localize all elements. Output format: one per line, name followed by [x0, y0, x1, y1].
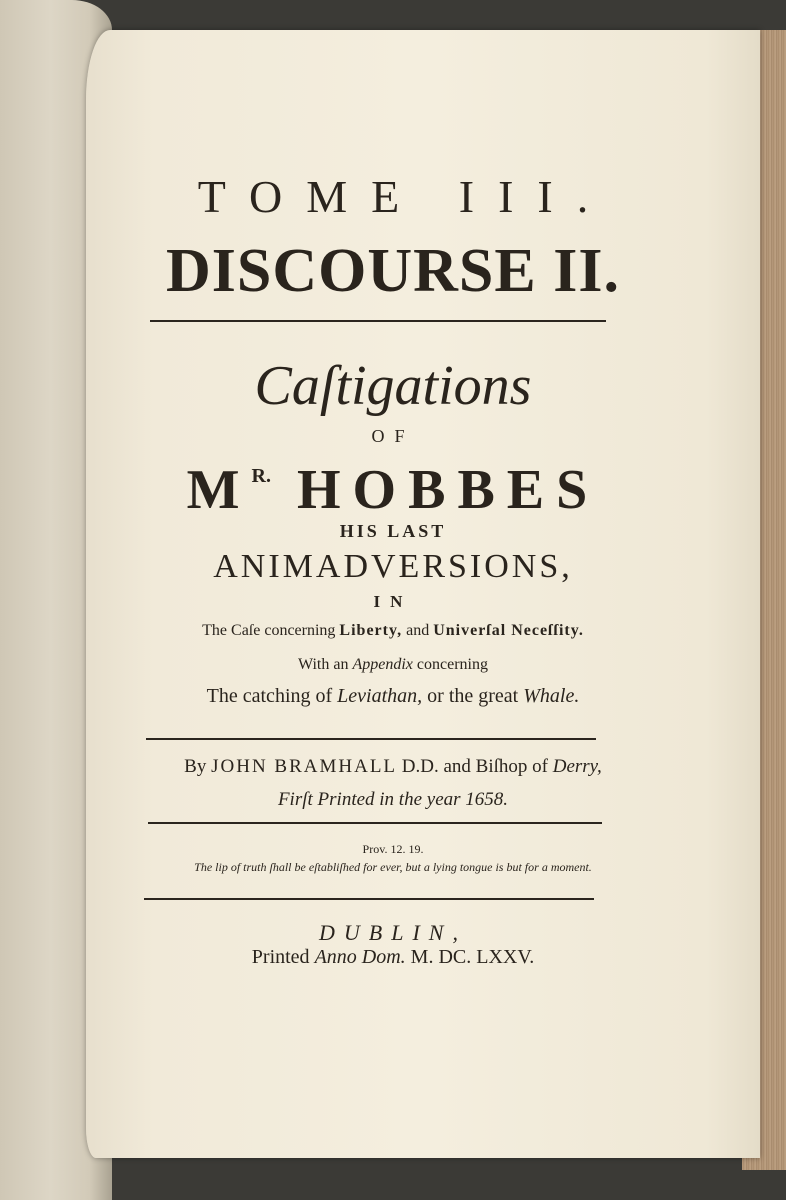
- of-line: OF: [371, 426, 415, 446]
- whale-word: Whale.: [523, 685, 580, 707]
- appendix-line: [0, 656, 786, 674]
- case-text-b: and: [402, 622, 434, 639]
- by-text-b: D.D. and Biſhop of: [397, 756, 553, 777]
- catching-text-a: The catching of: [206, 685, 338, 707]
- printed-text: Printed: [251, 946, 315, 968]
- proverb-reference: Prov. 12. 19.: [362, 842, 424, 856]
- in-line: IN: [373, 592, 413, 611]
- animadversions-line: ANIMADVERSIONS,: [213, 548, 573, 585]
- case-line: [0, 622, 786, 640]
- tome-heading: TOME III.: [197, 171, 613, 222]
- mr-text: M: [186, 459, 252, 521]
- author-line: [0, 756, 786, 778]
- hobbes-name: HOBBES: [296, 459, 600, 521]
- discourse-heading: DISCOURSE II.: [165, 237, 621, 305]
- derry-word: Derry,: [552, 756, 602, 777]
- his-last-line: HIS LAST: [339, 521, 447, 541]
- author-name: JOHN BRAMHALL: [211, 756, 398, 777]
- divider-rule: [144, 898, 594, 900]
- mr-superscript: R.: [251, 465, 271, 487]
- divider-rule: [148, 822, 602, 824]
- appendix-text-a: With an: [298, 656, 353, 673]
- hobbes-line: [0, 458, 786, 522]
- by-text: By: [184, 756, 212, 777]
- case-text-a: The Caſe concerning: [202, 622, 340, 639]
- divider-rule: [150, 320, 606, 322]
- printed-year: M. DC. LXXV.: [405, 946, 535, 968]
- main-title: Caſtigations: [254, 355, 532, 417]
- leviathan-word: Leviathan,: [337, 685, 423, 707]
- proverb-quote: The lip of truth ſhall be eſtabliſhed for ever, but a lying tongue is but for a moment.: [194, 860, 592, 874]
- imprint-date: [0, 946, 786, 969]
- imprint-city: DUBLIN,: [319, 920, 467, 945]
- divider-rule: [146, 738, 596, 740]
- appendix-text-c: concerning: [412, 656, 488, 673]
- appendix-word: Appendix: [352, 656, 413, 673]
- first-printed-line: Firſt Printed in the year 1658.: [277, 789, 509, 810]
- catching-text-b: or the great: [422, 685, 524, 707]
- catching-line: [0, 685, 786, 708]
- necessity-words: Univerſal Neceſſity.: [433, 622, 584, 639]
- anno-dom: Anno Dom.: [314, 946, 406, 968]
- liberty-word: Liberty,: [339, 622, 403, 639]
